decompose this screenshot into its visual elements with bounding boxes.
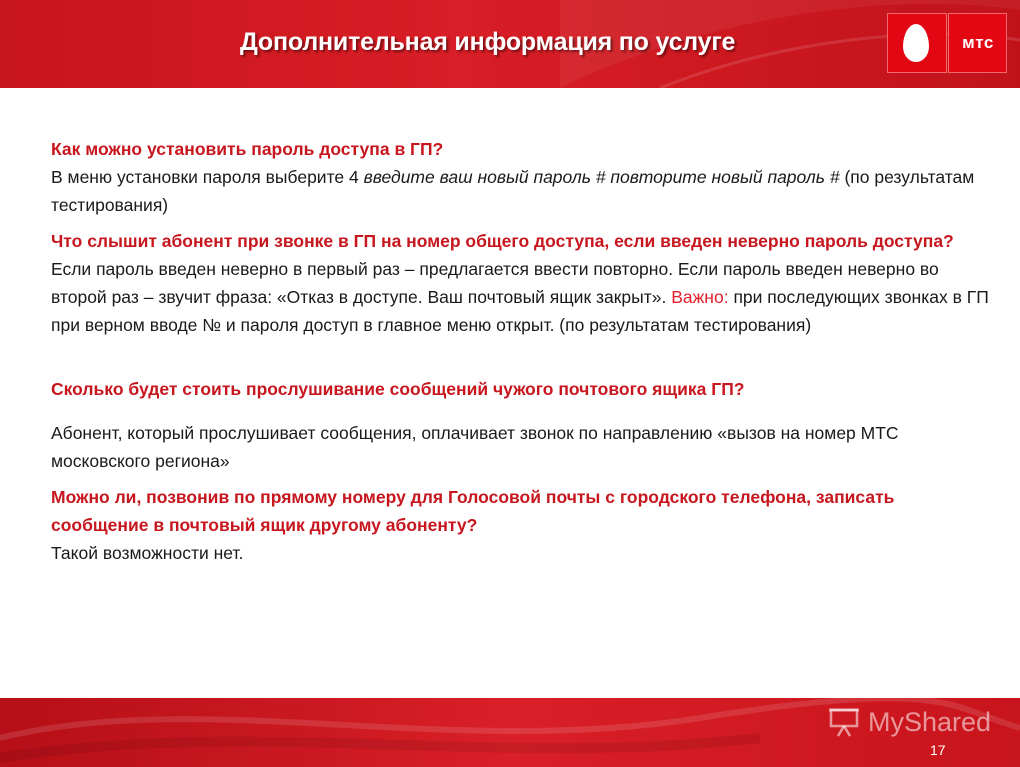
answer-1-prefix: В меню установки пароля выберите 4 — [51, 167, 359, 187]
answer-2 — [51, 255, 996, 339]
header-bar — [0, 0, 1020, 88]
page-title: Дополнительная информация по услуге — [240, 28, 736, 56]
important-label: Важно: — [671, 287, 729, 307]
answer-1-suffix: (по результатам тестирования) — [51, 167, 975, 215]
question-3: Сколько будет стоить прослушивание сообщений чужого почтового ящика ГП? — [51, 379, 745, 399]
question-2: Что слышит абонент при звонке в ГП на номер общего доступа, если введен неверно пароль доступа? — [51, 231, 954, 251]
answer-1-italic: введите ваш новый пароль # повторите новый пароль # — [363, 167, 840, 187]
answer-4: Такой возможности нет. — [51, 543, 244, 563]
presentation-icon — [828, 707, 862, 737]
answer-1 — [51, 163, 996, 219]
myshared-watermark — [828, 705, 991, 739]
logo-text: мтс — [962, 33, 994, 52]
page-number: 17 — [930, 742, 946, 758]
logo-egg-box — [887, 13, 947, 73]
question-1: Как можно установить пароль доступа в ГП? — [51, 139, 444, 159]
answer-2-part2: при последующих звонках в ГП при верном вводе № и пароля доступ в главное меню открыт. (по результатам тестирования) — [51, 287, 989, 335]
question-4: Можно ли, позвонив по прямому номеру для Голосовой почты с городского телефона, записать сообщение в почтовый ящик другому абоненту? — [51, 487, 895, 535]
faq-content — [51, 135, 996, 567]
answer-2-part1: Если пароль введен неверно в первый раз – предлагается ввести повторно. Если пароль введен неверно во второй раз – звучит фраза: «Отказ в доступе. Ваш почтовый ящик закрыт». — [51, 259, 939, 307]
watermark-text: MyShared — [868, 706, 992, 737]
answer-3: Абонент, который прослушивает сообщения, оплачивает звонок по направлению «вызов на номер МТС московского региона» — [51, 423, 899, 471]
mts-logo — [887, 13, 1005, 71]
egg-icon — [903, 24, 929, 62]
logo-text-box — [948, 13, 1007, 73]
